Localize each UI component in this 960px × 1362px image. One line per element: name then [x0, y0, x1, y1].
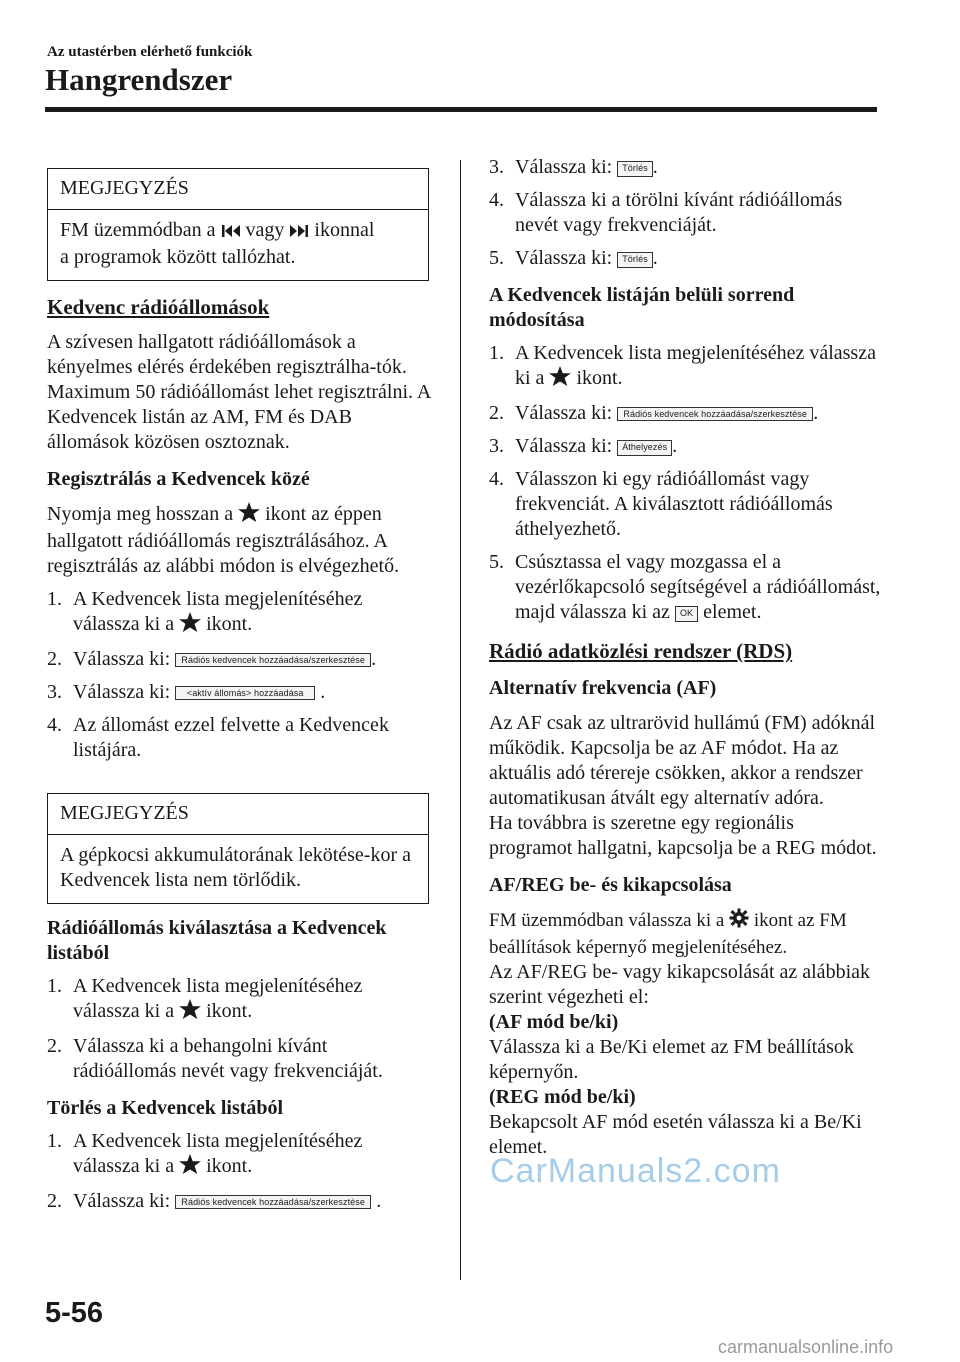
move-button: Áthelyezés	[617, 440, 672, 456]
reg-mode-heading: (REG mód be/ki)	[489, 1086, 636, 1108]
star-icon	[179, 999, 201, 1026]
delete-button: Törlés	[617, 252, 653, 268]
select-heading: Rádióállomás kiválasztása a Kedvencek listából	[47, 917, 387, 964]
page-number: 5-56	[45, 1297, 104, 1329]
list-item: 1. A Kedvencek lista megjelenítéséhez válassza ki a ikont.	[47, 587, 432, 639]
chapter-title: Hangrendszer	[45, 62, 233, 97]
note-body	[48, 210, 428, 280]
list-item: 3. Válassza ki: Törlés .	[489, 156, 658, 178]
seek-previous-icon	[221, 220, 241, 245]
af-paragraph-2: Ha továbbra is szeretne egy regionális programot hallgatni, kapcsolja be a REG módot.	[489, 812, 877, 859]
list-item: 2. Válassza ki: Rádiós kedvencek hozzáadása/szerkesztése .	[47, 1190, 382, 1212]
column-divider	[460, 160, 461, 1280]
note-text: vagy	[245, 219, 285, 241]
add-active-station-button: <aktív állomás> hozzáadása	[175, 686, 315, 700]
list-item: 3. Válassza ki: <aktív állomás> hozzáadása .	[47, 681, 326, 703]
list-item: 1. A Kedvencek lista megjelenítéséhez válassza ki a ikont.	[489, 341, 881, 393]
delete-heading: Törlés a Kedvencek listából	[47, 1097, 284, 1119]
list-item: 3. Válassza ki: Áthelyezés .	[489, 435, 678, 457]
list-item: 4. Az állomást ezzel felvette a Kedvencek listájára.	[47, 714, 389, 761]
af-mode-text: Válassza ki a Be/Ki elemet az FM beállítások képernyőn.	[489, 1036, 854, 1083]
note-text: a programok között tallózhat.	[60, 246, 296, 268]
list-item: 4. Válasszon ki egy rádióállomást vagy frekvenciát. A kiválasztott rádióállomás áthelyezhető.	[489, 468, 833, 540]
section-label: Az utastérben elérhető funkciók	[47, 44, 253, 60]
favorites-heading: Kedvenc rádióállomások	[47, 295, 270, 319]
note-box	[47, 168, 429, 281]
af-mode-heading: (AF mód be/ki)	[489, 1011, 619, 1033]
add-edit-favorites-button: Rádiós kedvencek hozzáadása/szerkesztése	[617, 407, 813, 421]
list-item: 1. A Kedvencek lista megjelenítéséhez válassza ki a ikont.	[47, 1129, 432, 1181]
note-text: FM üzemmódban a	[60, 219, 216, 241]
note-box	[47, 793, 429, 904]
add-edit-favorites-button: Rádiós kedvencek hozzáadása/szerkesztése	[175, 653, 371, 667]
gear-icon	[729, 908, 749, 935]
note-text: ikonnal	[314, 219, 375, 241]
list-item: 4. Válassza ki a törölni kívánt rádióállomás nevét vagy frekvenciáját.	[489, 189, 843, 236]
list-item: 5. Válassza ki: Törlés .	[489, 247, 658, 269]
af-heading: Alternatív frekvencia (AF)	[489, 677, 717, 699]
register-heading: Regisztrálás a Kedvencek közé	[47, 468, 310, 490]
note-heading: MEGJEGYZÉS	[48, 794, 428, 835]
register-paragraph: Nyomja meg hosszan a ikont az éppen hallgatott rádióállomás regisztrálásához. A regisztrálás az alábbi módon is elvégezhető.	[47, 503, 400, 577]
note-heading: MEGJEGYZÉS	[48, 169, 428, 210]
af-paragraph: Az AF csak az ultrarövid hullámú (FM) adóknál működik. Kapcsolja be az AF módot. Ha az aktuális adó térereje csökken, akkor a rendszer automatikusan átvált egy alternatív adóra.	[489, 712, 876, 809]
watermark: CarManuals2.com	[490, 1152, 781, 1190]
left-column	[47, 168, 432, 1214]
list-item: 1. A Kedvencek lista megjelenítéséhez válassza ki a ikont.	[47, 974, 432, 1026]
afreg-paragraph-2: Az AF/REG be- vagy kikapcsolását az alábbiak szerint végezheti el:	[489, 961, 870, 1008]
note-body: A gépkocsi akkumulátorának lekötése-kor a Kedvencek lista nem törlődik.	[60, 844, 411, 891]
list-item: 2. Válassza ki a behangolni kívánt rádióállomás nevét vagy frekvenciáját.	[47, 1035, 383, 1082]
right-column	[489, 155, 881, 1160]
star-icon	[238, 502, 260, 529]
seek-next-icon	[289, 220, 309, 245]
afreg-paragraph: FM üzemmódban válassza ki a ikont az FM beállítások képernyő megjelenítéséhez.	[489, 910, 847, 958]
list-item: 2. Válassza ki: Rádiós kedvencek hozzáadása/szerkesztése .	[47, 648, 377, 670]
star-icon	[179, 612, 201, 639]
header-rule	[45, 107, 877, 112]
site-credit: carmanualsonline.info	[718, 1337, 894, 1357]
rds-heading: Rádió adatközlési rendszer (RDS)	[489, 639, 793, 663]
ok-button: OK	[675, 606, 698, 622]
afreg-heading: AF/REG be- és kikapcsolása	[489, 874, 732, 896]
favorites-paragraph: A szívesen hallgatott rádióállomások a kényelmes elérés érdekében regisztrálha-tók. Maximum 50 rádióállomást lehet regisztrálni. A Kedvencek listán az AM, FM és DAB állomások közösen osztoznak.	[47, 331, 431, 453]
add-edit-favorites-button: Rádiós kedvencek hozzáadása/szerkesztése	[175, 1195, 371, 1209]
reg-mode-text: Bekapcsolt AF mód esetén válassza ki a Be/Ki elemet.	[489, 1111, 862, 1158]
star-icon	[179, 1154, 201, 1181]
delete-button: Törlés	[617, 161, 653, 177]
star-icon	[549, 366, 571, 393]
list-item: 5. Csúsztassa el vagy mozgassa el a vezérlőkapcsoló segítségével a rádióállomást, majd válassza ki az OK elemet.	[489, 551, 881, 623]
reorder-heading: A Kedvencek listáján belüli sorrend módosítása	[489, 284, 795, 331]
list-item: 2. Válassza ki: Rádiós kedvencek hozzáadása/szerkesztése .	[489, 402, 819, 424]
